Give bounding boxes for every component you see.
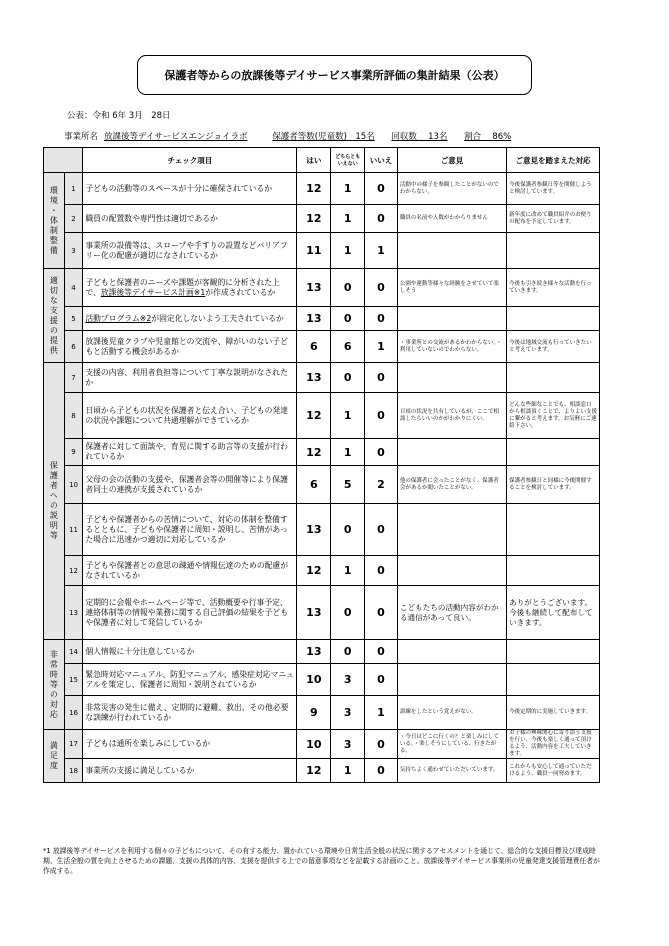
- no-count: 0: [365, 504, 398, 556]
- row-number: 2: [64, 205, 83, 233]
- facility-meta: [64, 130, 525, 142]
- row-number: 1: [64, 173, 83, 205]
- opinion-cell: 公園や運動等様々な経験をさせていて楽しそう: [397, 269, 506, 307]
- opinion-cell: ・今日はどこに行くの？と楽しみにしている。・楽しそうにしている、行きたがる。: [397, 730, 506, 759]
- no-count: 2: [365, 466, 398, 504]
- yes-count: 13: [297, 269, 331, 307]
- response-cell: [507, 307, 600, 331]
- check-item: 個人情報に十分注意しているか: [83, 640, 297, 664]
- yes-count: 12: [297, 393, 331, 439]
- row-number: 11: [64, 504, 83, 556]
- response-cell: 今後も引き続き様々な活動を行っていきます。: [507, 269, 600, 307]
- opinion-cell: [397, 640, 506, 664]
- no-count: 0: [365, 269, 398, 307]
- no-count: 1: [365, 696, 398, 730]
- header-response: ご意見を踏まえた対応: [507, 148, 600, 173]
- table-row: [44, 730, 600, 759]
- check-item-underlined: 放課後等デイサービス計画※1: [100, 287, 206, 297]
- yes-count: 12: [297, 205, 331, 233]
- check-item: 子どもの活動等のスペースが十分に確保されているか: [83, 173, 297, 205]
- neutral-count: 1: [331, 173, 365, 205]
- response-cell: [507, 556, 600, 586]
- row-number: 9: [64, 439, 83, 466]
- category-satisfaction: 満足度: [44, 730, 65, 783]
- no-count: 0: [365, 173, 398, 205]
- yes-count: 13: [297, 307, 331, 331]
- no-count: 0: [365, 730, 398, 759]
- check-item-text: が作成されているか: [205, 287, 276, 297]
- opinion-cell: 他の保護者に会ったことがなく、保護者会があるか聞いたことがない。: [397, 466, 506, 504]
- check-item: 定期的に会報やホームページ等で、活動概要や行事予定、連絡体制等の情報や業務に関する自己評価の結果を子どもや保護者に対して発信しているか: [83, 586, 297, 640]
- response-cell: [507, 233, 600, 269]
- neutral-count: 5: [331, 466, 365, 504]
- row-number: 7: [64, 363, 83, 393]
- neutral-count: 3: [331, 730, 365, 759]
- yes-count: 13: [297, 640, 331, 664]
- publish-date: 公表：令和 6年 3月 28日: [67, 111, 171, 121]
- neutral-count: 1: [331, 205, 365, 233]
- neutral-count: 0: [331, 640, 365, 664]
- opinion-cell: [397, 307, 506, 331]
- row-number: 18: [64, 759, 83, 783]
- yes-count: 11: [297, 233, 331, 269]
- row-number: 14: [64, 640, 83, 664]
- response-cell: [507, 664, 600, 696]
- table-row: [44, 173, 600, 205]
- table-row: [44, 696, 600, 730]
- response-cell: お子様の興味関心に寄り添う支援を行い、今後も楽しく通って頂けるよう、活動内容を工夫していきます。: [507, 730, 600, 759]
- opinion-cell: ・事業所との交流があるかわからない。・利用していないのでわからない。: [397, 331, 506, 363]
- table-row: [44, 504, 600, 556]
- table-row: [44, 664, 600, 696]
- neutral-count: 3: [331, 696, 365, 730]
- check-item: 支援の内容、利用者負担等について丁寧な説明がなされたか: [83, 363, 297, 393]
- opinion-cell: 訓練をしたという覚えがない。: [397, 696, 506, 730]
- row-number: 10: [64, 466, 83, 504]
- category-support: 適切な支援の提供: [44, 269, 65, 363]
- row-number: 16: [64, 696, 83, 730]
- response-cell: ありがとうございます。今後も継続して配布していきます。: [507, 586, 600, 640]
- yes-count: 13: [297, 586, 331, 640]
- table-row: [44, 363, 600, 393]
- no-count: 0: [365, 759, 398, 783]
- yes-count: 10: [297, 730, 331, 759]
- neutral-count: 0: [331, 504, 365, 556]
- response-cell: 保護者参観日と同様に今後開催することを検討しています。: [507, 466, 600, 504]
- response-cell: [507, 363, 600, 393]
- check-item: [83, 269, 297, 307]
- header-no: いいえ: [365, 148, 398, 173]
- response-count: 回収数 13名: [391, 132, 448, 142]
- table-row: [44, 556, 600, 586]
- row-number: 17: [64, 730, 83, 759]
- table-row: [44, 640, 600, 664]
- table-row: [44, 466, 600, 504]
- header-mid: どちらともいえない: [331, 148, 365, 173]
- check-item: 事業所の支援に満足しているか: [83, 759, 297, 783]
- table-row: [44, 759, 600, 783]
- response-rate: 割合 86%: [464, 132, 512, 142]
- opinion-cell: 活動中の様子を参観したことがないのでわからない。: [397, 173, 506, 205]
- check-item-text: が固定化しないよう工夫されているか: [151, 313, 284, 323]
- response-cell: [507, 640, 600, 664]
- header-blank: [44, 148, 83, 173]
- check-item: 子どもや保護者との意思の疎通や情報伝達のための配慮がなされているか: [83, 556, 297, 586]
- opinion-cell: [397, 233, 506, 269]
- response-cell: 今後は地域交流も行っていきたいと考えています。: [507, 331, 600, 363]
- response-cell: 新年度に改めて職員紹介のお便りの配布を予定しています。: [507, 205, 600, 233]
- no-count: 0: [365, 640, 398, 664]
- response-cell: これからも安心して通っていただけるよう、職員一同努めます。: [507, 759, 600, 783]
- no-count: 0: [365, 307, 398, 331]
- opinion-cell: 日頃の状況を共有しているが、ここで相談したらいいのかがわかりにくい。: [397, 393, 506, 439]
- neutral-count: 1: [331, 233, 365, 269]
- response-cell: 今後保護者参観日等を開催しようと検討しています。: [507, 173, 600, 205]
- neutral-count: 6: [331, 331, 365, 363]
- row-number: 12: [64, 556, 83, 586]
- table-row: [44, 307, 600, 331]
- opinion-cell: [397, 439, 506, 466]
- facility-name: 放課後等デイサービスエンジョイラボ: [104, 132, 248, 142]
- yes-count: 6: [297, 331, 331, 363]
- row-number: 6: [64, 331, 83, 363]
- table-row: [44, 205, 600, 233]
- yes-count: 13: [297, 363, 331, 393]
- neutral-count: 3: [331, 664, 365, 696]
- neutral-count: 1: [331, 439, 365, 466]
- no-count: 0: [365, 664, 398, 696]
- footnote: *1 放課後等デイサービスを利用する個々の子どもについて、その有する能力、置かれている環境や日常生活全般の状況に関するアセスメントを通じて、総合的な支援目標及び達成時期、生活全般の質を向上させるための課題、支援の具体的内容、支援を提供する上での留意事項などを記載する計画のこと。放課後等デイサービス事業所の児童発達支援管理責任者が作成する。: [43, 847, 600, 875]
- table-row: [44, 393, 600, 439]
- no-count: 0: [365, 439, 398, 466]
- opinion-cell: [397, 363, 506, 393]
- check-item: [83, 307, 297, 331]
- no-count: 0: [365, 586, 398, 640]
- check-item-text: 子どもと保護者のニーズや課題が客観的に分析された上で、: [85, 277, 280, 297]
- header-check: チェック項目: [83, 148, 297, 173]
- guardian-count: 保護者等数(児童数) 15名: [272, 132, 375, 142]
- response-cell: どんな些細なことでも、相談窓口から相談頂くことで、よりよい支援に繋がると考えます。お気軽にご連絡下さい。: [507, 393, 600, 439]
- row-number: 4: [64, 269, 83, 307]
- check-item: 職員の配置数や専門性は適切であるか: [83, 205, 297, 233]
- no-count: 0: [365, 363, 398, 393]
- neutral-count: 0: [331, 307, 365, 331]
- table-header: [44, 148, 600, 173]
- yes-count: 6: [297, 466, 331, 504]
- yes-count: 10: [297, 664, 331, 696]
- yes-count: 12: [297, 173, 331, 205]
- table-row: [44, 439, 600, 466]
- yes-count: 12: [297, 556, 331, 586]
- no-count: 0: [365, 556, 398, 586]
- header-opinion: ご意見: [397, 148, 506, 173]
- yes-count: 12: [297, 439, 331, 466]
- opinion-cell: [397, 664, 506, 696]
- row-number: 13: [64, 586, 83, 640]
- check-item: 緊急時対応マニュアル、防犯マニュアル、感染症対応マニュアルを策定し、保護者に周知・説明されているか: [83, 664, 297, 696]
- table-row: [44, 233, 600, 269]
- response-cell: [507, 439, 600, 466]
- row-number: 5: [64, 307, 83, 331]
- check-item: 子どもや保護者からの苦情について、対応の体制を整備するとともに、子どもや保護者に周知・説明し、苦情があった場合に迅速かつ適切に対応しているか: [83, 504, 297, 556]
- response-cell: [507, 504, 600, 556]
- title-text: 保護者等からの放課後等デイサービス事業所評価の集計結果（公表）: [164, 69, 505, 82]
- category-explain: 保護者への説明等: [44, 363, 65, 640]
- check-item: 日頃から子どもの状況を保護者と伝え合い、子どもの発達の状況や課題について共通理解ができているか: [83, 393, 297, 439]
- yes-count: 13: [297, 504, 331, 556]
- table-row: [44, 331, 600, 363]
- header-yes: はい: [297, 148, 331, 173]
- row-number: 3: [64, 233, 83, 269]
- opinion-cell: 職員の名前や人数がわからりません: [397, 205, 506, 233]
- evaluation-table: [43, 147, 600, 783]
- neutral-count: 1: [331, 759, 365, 783]
- row-number: 8: [64, 393, 83, 439]
- check-item: 子どもは通所を楽しみにしているか: [83, 730, 297, 759]
- yes-count: 12: [297, 759, 331, 783]
- neutral-count: 0: [331, 586, 365, 640]
- check-item: 父母の会の活動の支援や、保護者会等の開催等により保護者同士の連携が支援されているか: [83, 466, 297, 504]
- table-row: [44, 586, 600, 640]
- response-cell: 今後定期的に実施していきます。: [507, 696, 600, 730]
- page-title: [137, 55, 532, 95]
- category-emergency: 非常時等の対応: [44, 640, 65, 730]
- opinion-cell: [397, 504, 506, 556]
- category-env: 環境・体制整備: [44, 173, 65, 269]
- neutral-count: 1: [331, 393, 365, 439]
- opinion-cell: こどもたちの活動内容がわかる通信があって良い。: [397, 586, 506, 640]
- no-count: 1: [365, 331, 398, 363]
- yes-count: 9: [297, 696, 331, 730]
- check-item: 保護者に対して面談や、育児に関する助言等の支援が行われているか: [83, 439, 297, 466]
- opinion-cell: [397, 556, 506, 586]
- check-item: 事業所の設備等は、スロープや手すりの設置などバリアフリー化の配慮が適切になされているか: [83, 233, 297, 269]
- check-item-underlined: 活動プログラム※2: [85, 313, 152, 323]
- neutral-count: 0: [331, 269, 365, 307]
- no-count: 0: [365, 205, 398, 233]
- no-count: 1: [365, 233, 398, 269]
- row-number: 15: [64, 664, 83, 696]
- check-item: 放課後児童クラブや児童館との交流や、障がいのない子どもと活動する機会があるか: [83, 331, 297, 363]
- no-count: 0: [365, 393, 398, 439]
- opinion-cell: 気持ちよく通わせていただいています。: [397, 759, 506, 783]
- table-row: [44, 269, 600, 307]
- neutral-count: 0: [331, 363, 365, 393]
- check-item: 非常災害の発生に備え、定期的に避難、救出、その他必要な訓練が行われているか: [83, 696, 297, 730]
- facility-label: 事業所名: [64, 132, 99, 142]
- neutral-count: 1: [331, 556, 365, 586]
